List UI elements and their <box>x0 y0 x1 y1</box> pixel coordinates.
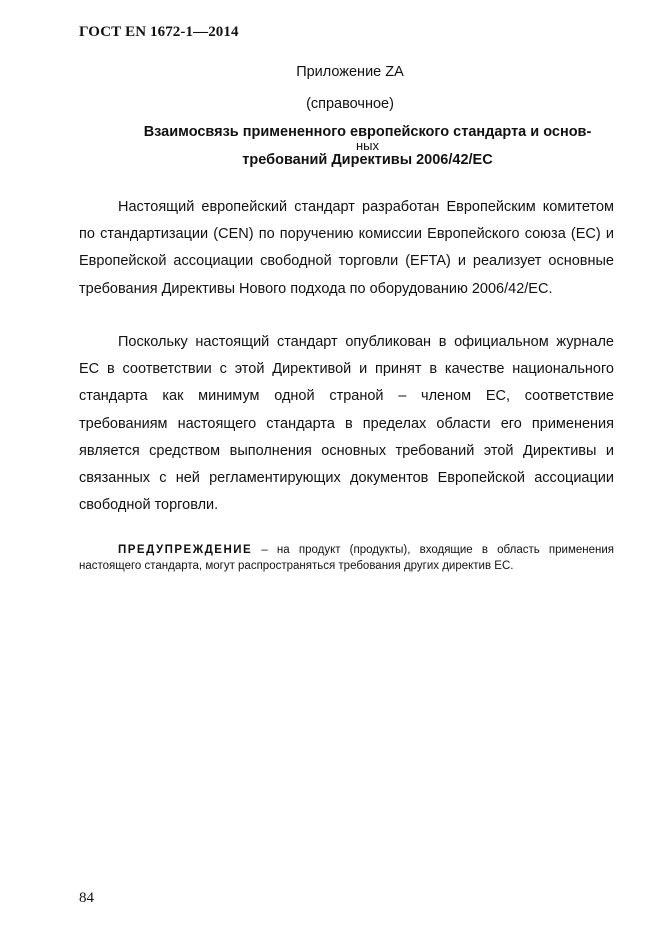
warning-note <box>79 542 614 574</box>
annex-title: Приложение ZA <box>296 64 404 80</box>
warning-label: ПРЕДУПРЕЖДЕНИЕ <box>118 544 253 556</box>
body-paragraph-2: Поскольку настоящий стандарт опубликован в официальном журнале ЕС в соответствии с этой Директивой и принят в качестве национального стандарта как минимум одной страной – членом ЕС, соответствие требованиям настоящего стандарта в пределах области его применения является средством выполнения основных требований этой Директивы и связанных с ней регламентирующих документов Европейской ассоциации свободной торговли. <box>79 334 614 514</box>
annex-heading <box>110 124 625 168</box>
annex-type: (справочное) <box>306 96 394 112</box>
document-code: ГОСТ EN 1672-1—2014 <box>79 24 239 40</box>
annex-heading-line-3: требований Директивы 2006/42/ЕС <box>242 152 493 168</box>
annex-heading-line-1: Взаимосвязь примененного европейского стандарта и основ- <box>143 124 592 140</box>
body-paragraph-1: Настоящий европейский стандарт разработан Европейским комитетом по стандартизации (CEN) по поручению комиссии Европейского союза (ЕС) и Европейской ассоциации свободной торговли (EFTA) и реализует основные требования Директивы Нового подхода по оборудованию 2006/42/ЕС. <box>79 199 614 297</box>
annex-heading-line-2: ных <box>355 138 380 153</box>
page-number: 84 <box>79 890 94 906</box>
warning-text: – на продукт (продукты), входящие в область применения настоящего стандарта, могут распространяться требования других директив ЕС. <box>79 544 614 572</box>
